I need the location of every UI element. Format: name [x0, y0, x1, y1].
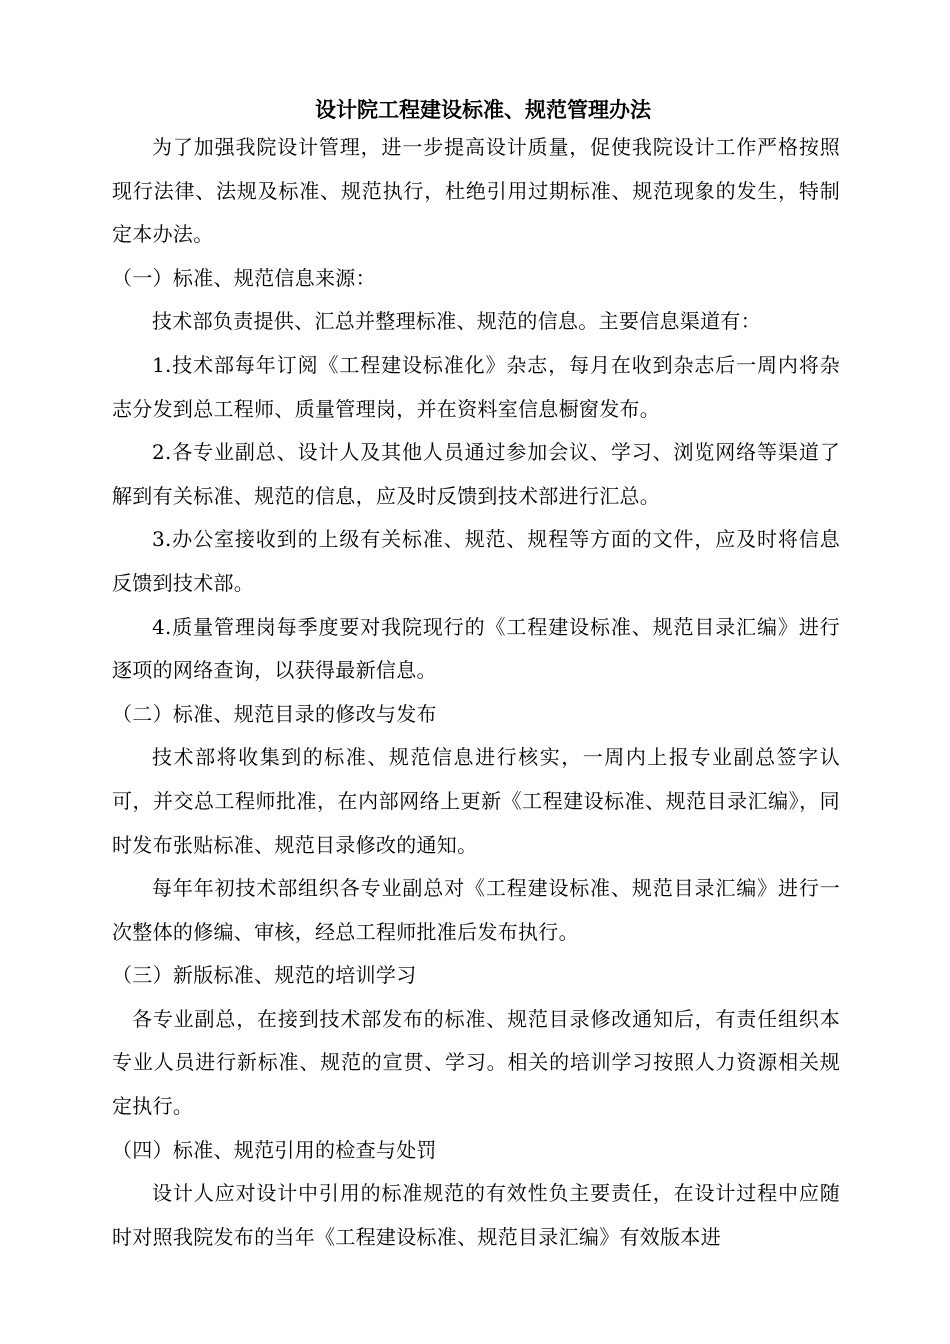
section-2-paragraph-1: 技术部将收集到的标准、规范信息进行核实，一周内上报专业副总签字认可，并交总工程师批准，在内部网络上更新《工程建设标准、规范目录汇编》，同时发布张贴标准、规范目录修改的通知。: [112, 745, 840, 857]
section-2-heading: （二）标准、规范目录的修改与发布: [112, 701, 437, 726]
section-2-paragraph-2: 每年年初技术部组织各专业副总对《工程建设标准、规范目录汇编》进行一次整体的修编、审核，经总工程师批准后发布执行。: [112, 876, 840, 944]
section-3-paragraph-1: 各专业副总，在接到技术部发布的标准、规范目录修改通知后，有责任组织本专业人员进行新标准、规范的宣贯、学习。相关的培训学习按照人力资源相关规定执行。: [112, 1006, 840, 1119]
section-1-item-2: 2.各专业副总、设计人及其他人员通过参加会议、学习、浏览网络等渠道了解到有关标准、规范的信息，应及时反馈到技术部进行汇总。: [112, 440, 840, 508]
section-1-item-1: 1.技术部每年订阅《工程建设标准化》杂志，每月在收到杂志后一周内将杂志分发到总工程师、质量管理岗，并在资料室信息橱窗发布。: [112, 352, 840, 421]
section-3-heading: （三）新版标准、规范的培训学习: [112, 963, 417, 988]
section-1-item-4: 4.质量管理岗每季度要对我院现行的《工程建设标准、规范目录汇编》进行逐项的网络查询，以获得最新信息。: [112, 614, 840, 683]
section-1-item-3: 3.办公室接收到的上级有关标准、规范、规程等方面的文件，应及时将信息反馈到技术部。: [112, 527, 840, 595]
section-4-paragraph-1: 设计人应对设计中引用的标准规范的有效性负主要责任，在设计过程中应随时对照我院发布的当年《工程建设标准、规范目录汇编》有效版本进: [112, 1181, 840, 1249]
section-1-heading: （一）标准、规范信息来源：: [112, 265, 376, 290]
section-4-heading: （四）标准、规范引用的检查与处罚: [112, 1137, 437, 1162]
section-1-lead: 技术部负责提供、汇总并整理标准、规范的信息。主要信息渠道有：: [152, 309, 761, 334]
intro-paragraph: 为了加强我院设计管理，进一步提高设计质量，促使我院设计工作严格按照现行法律、法规及标准、规范执行，杜绝引用过期标准、规范现象的发生，特制定本办法。: [112, 135, 840, 247]
document-title: 设计院工程建设标准、规范管理办法: [315, 97, 651, 122]
